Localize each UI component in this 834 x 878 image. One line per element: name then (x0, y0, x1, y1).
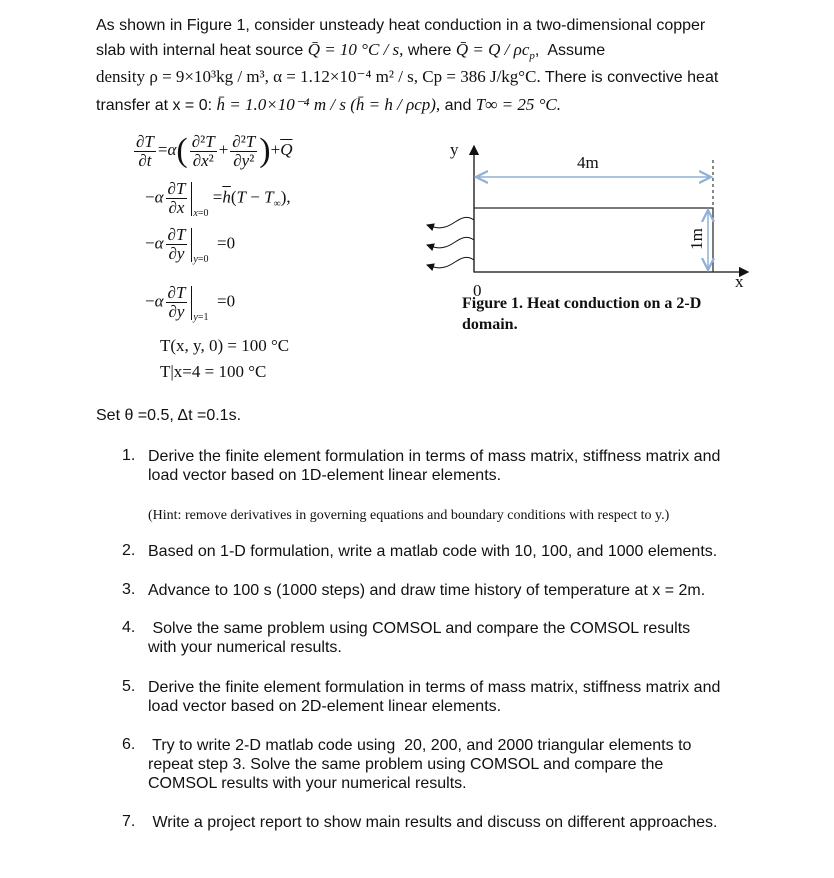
governing-equation: $\frac{\partial T}{\partial t}$ =α( $\frac{\text{∂²T}}{\text{∂x²}}$ + $\frac{\text{∂²T}}{\text{∂y²}}$ )$+\overline{Q}$ (132, 132, 292, 170)
ambient-temperature: T∞ = 25 °C. (475, 95, 561, 114)
task-number: 6. (122, 736, 136, 753)
caption-line: Figure 1. Heat conduction on a 2-D (462, 295, 702, 312)
bc-y1-text (145, 284, 146, 285)
material-properties: density ρ = 9×10³kg / m³, α = 1.12×10⁻⁴ m² / s, Cp = 386 J/kg°C. (96, 67, 541, 86)
width-label: 4m (577, 153, 599, 172)
bc-x0-equation: −α $\frac{\partial T}{\partial x}$ $_{x=0} =\overline{h}(T - T_\infty)$, (145, 179, 291, 220)
task-number: 5. (122, 678, 136, 695)
bc-x0-text (145, 180, 146, 181)
origin-label: 0 (473, 281, 482, 300)
initial-condition: T(x, y, 0) = 100 °C (160, 336, 290, 355)
intro-line-4 (96, 95, 561, 115)
bc-y0-text (145, 226, 146, 227)
task-7: Write a project report to show main results and discuss on different approaches. (148, 814, 718, 831)
bc-y0-equation: −α $\frac{\partial T}{\partial y}$ $_{y=0}$ =0 (145, 225, 236, 266)
bc-y1-equation: −α $\frac{\partial T}{\partial y}$ $_{y=1}$ =0 (145, 283, 236, 324)
task-1: Derive the finite element formulation in terms of mass matrix, stiffness matrix and load vector based on 1D-element linear elements. (148, 448, 721, 484)
task-number: 7. (122, 813, 136, 830)
x-axis-label: x (735, 272, 744, 291)
task-number: 3. (122, 581, 136, 598)
figure-caption (462, 293, 701, 335)
intro-text: transfer at x = 0: (96, 97, 213, 114)
governing-equation-text (132, 132, 133, 133)
heat-source-definition: Q̄ = Q / ρc (455, 40, 530, 59)
caption-line: domain. (462, 316, 518, 333)
heat-source-value: Q̄ = 10 °C / s, (307, 40, 404, 59)
task-4: Solve the same problem using COMSOL and compare the COMSOL results with your numerical results. (148, 620, 691, 656)
intro-text: Assume (547, 42, 606, 59)
task-number: 1. (122, 447, 136, 464)
task-3: Advance to 100 s (1000 steps) and draw time history of temperature at x = 2m. (148, 582, 706, 599)
task-6: Try to write 2-D matlab code using 20, 200, and 2000 triangular elements to repeat step 3. Solve the same problem using COMSOL and compare the COMSOL results with your numerical results. (148, 737, 692, 792)
bc-x4-equation: T|x=4 = 100 °C (160, 362, 267, 381)
task-number: 2. (122, 542, 136, 559)
intro-text: and (444, 97, 472, 114)
settings-text: Set θ =0.5, Δt =0.1s. (96, 407, 242, 424)
intro-text: There is convective heat (544, 69, 719, 86)
slab-domain (474, 208, 713, 272)
intro-line-1: As shown in Figure 1, consider unsteady heat conduction in a two-dimensional copper (96, 17, 706, 34)
task-5: Derive the finite element formulation in terms of mass matrix, stiffness matrix and load vector based on 2D-element linear elements. (148, 679, 721, 715)
task-2: Based on 1-D formulation, write a matlab code with 10, 100, and 1000 elements. (148, 543, 718, 560)
y-axis-label: y (450, 140, 459, 159)
hint-text: (Hint: remove derivatives in governing equations and boundary conditions with respect to y.) (148, 508, 670, 523)
intro-text: slab with internal heat source (96, 42, 304, 59)
intro-line-2: slab with internal heat source Q̄ = 10 °C / s, where Q̄ = Q / $\rho c_p$, Assume (96, 40, 606, 62)
convection-coefficient: h̄ = 1.0×10⁻⁴ m / s (h̄ = h / ρcp), (216, 95, 441, 114)
intro-text: where (407, 42, 452, 59)
task-number: 4. (122, 619, 136, 636)
intro-line-3 (96, 67, 718, 87)
convection-wave-icons (427, 217, 474, 267)
height-label: 1m (686, 228, 706, 250)
